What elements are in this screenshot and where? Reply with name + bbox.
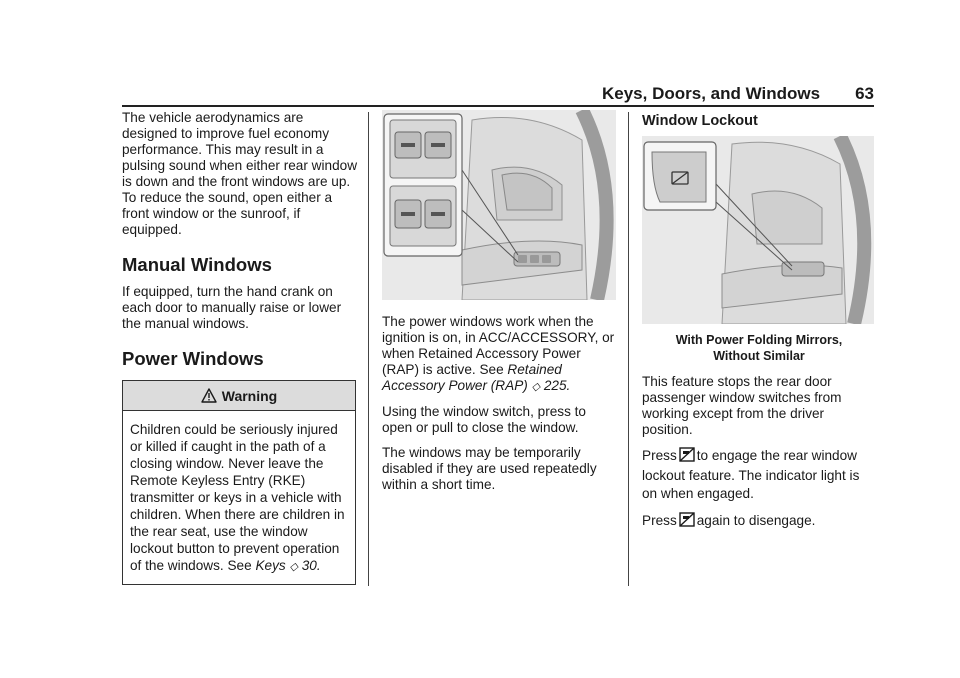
rap-ref-title: Retained Accessory Power (RAP) xyxy=(382,362,562,393)
engage-paragraph xyxy=(642,447,876,503)
column-divider-2 xyxy=(628,112,629,586)
column-1 xyxy=(122,110,358,585)
power-windows-heading: Power Windows xyxy=(122,348,264,369)
xref-arrow-icon: ◇ xyxy=(289,561,298,573)
lockout-description: This feature stops the rear door passenger window switches from working except from the driver position. xyxy=(642,374,842,437)
warning-ref-title: Keys xyxy=(255,558,286,573)
window-lockout-icon xyxy=(679,512,695,531)
column-3 xyxy=(642,110,876,540)
warning-header xyxy=(123,381,355,411)
warning-ref-page: 30. xyxy=(301,558,321,573)
disengage-suffix: again to disengage. xyxy=(696,513,816,528)
power-windows-text: The power windows work when the ignition is on, in ACC/ACCESSORY, or when Retained Accessory Power (RAP) is active. See xyxy=(382,314,615,377)
column-divider-1 xyxy=(368,112,369,586)
power-windows-paragraph xyxy=(382,314,616,395)
engage-suffix: to engage the rear window lockout feature. The indicator light is on when engaged. xyxy=(642,448,860,501)
column-2 xyxy=(382,110,616,502)
temporarily-disabled-paragraph: The windows may be temporarily disabled if they are used repeatedly within a short time. xyxy=(382,445,597,492)
warning-title: Warning xyxy=(221,387,278,404)
rap-ref-page: 225. xyxy=(543,378,571,393)
manual-windows-heading: Manual Windows xyxy=(122,254,272,275)
warning-triangle-icon xyxy=(201,388,217,403)
disengage-prefix: Press xyxy=(642,513,677,528)
caption-line-1: With Power Folding Mirrors, xyxy=(675,333,843,347)
window-lockout-illustration xyxy=(642,136,874,324)
engage-prefix: Press xyxy=(642,448,677,463)
warning-text: Children could be seriously injured or killed if caught in the path of a closing window. Never leave the Remote Keyless Entry (RKE) transmitter or keys in a vehicle with children. When there are children in the rear seat, use the window lockout button to prevent operation of the windows. See xyxy=(130,422,345,573)
xref-arrow-icon: ◇ xyxy=(531,381,541,393)
aerodynamics-paragraph: The vehicle aerodynamics are designed to improve fuel economy performance. This may result in a pulsing sound when either rear window is down and the front windows are up. To reduce the sound, open either a front window or the sunroof, if equipped. xyxy=(122,110,358,237)
illustration-caption xyxy=(642,332,876,364)
header-rule xyxy=(122,105,874,107)
manual-windows-paragraph: If equipped, turn the hand crank on each door to manually raise or lower the manual windows. xyxy=(122,284,342,331)
window-lockout-icon xyxy=(679,447,695,467)
warning-ref-link[interactable] xyxy=(255,558,320,573)
power-window-switch-illustration xyxy=(382,110,616,300)
section-title: Keys, Doors, and Windows xyxy=(602,84,821,103)
disengage-paragraph xyxy=(642,512,876,531)
window-switch-paragraph: Using the window switch, press to open or pull to close the window. xyxy=(382,404,586,435)
warning-body xyxy=(123,411,355,584)
warning-box xyxy=(122,380,356,585)
page-number: 63 xyxy=(855,84,874,103)
caption-line-2: Without Similar xyxy=(713,349,805,363)
page-header xyxy=(602,82,874,106)
window-lockout-heading: Window Lockout xyxy=(642,113,758,129)
